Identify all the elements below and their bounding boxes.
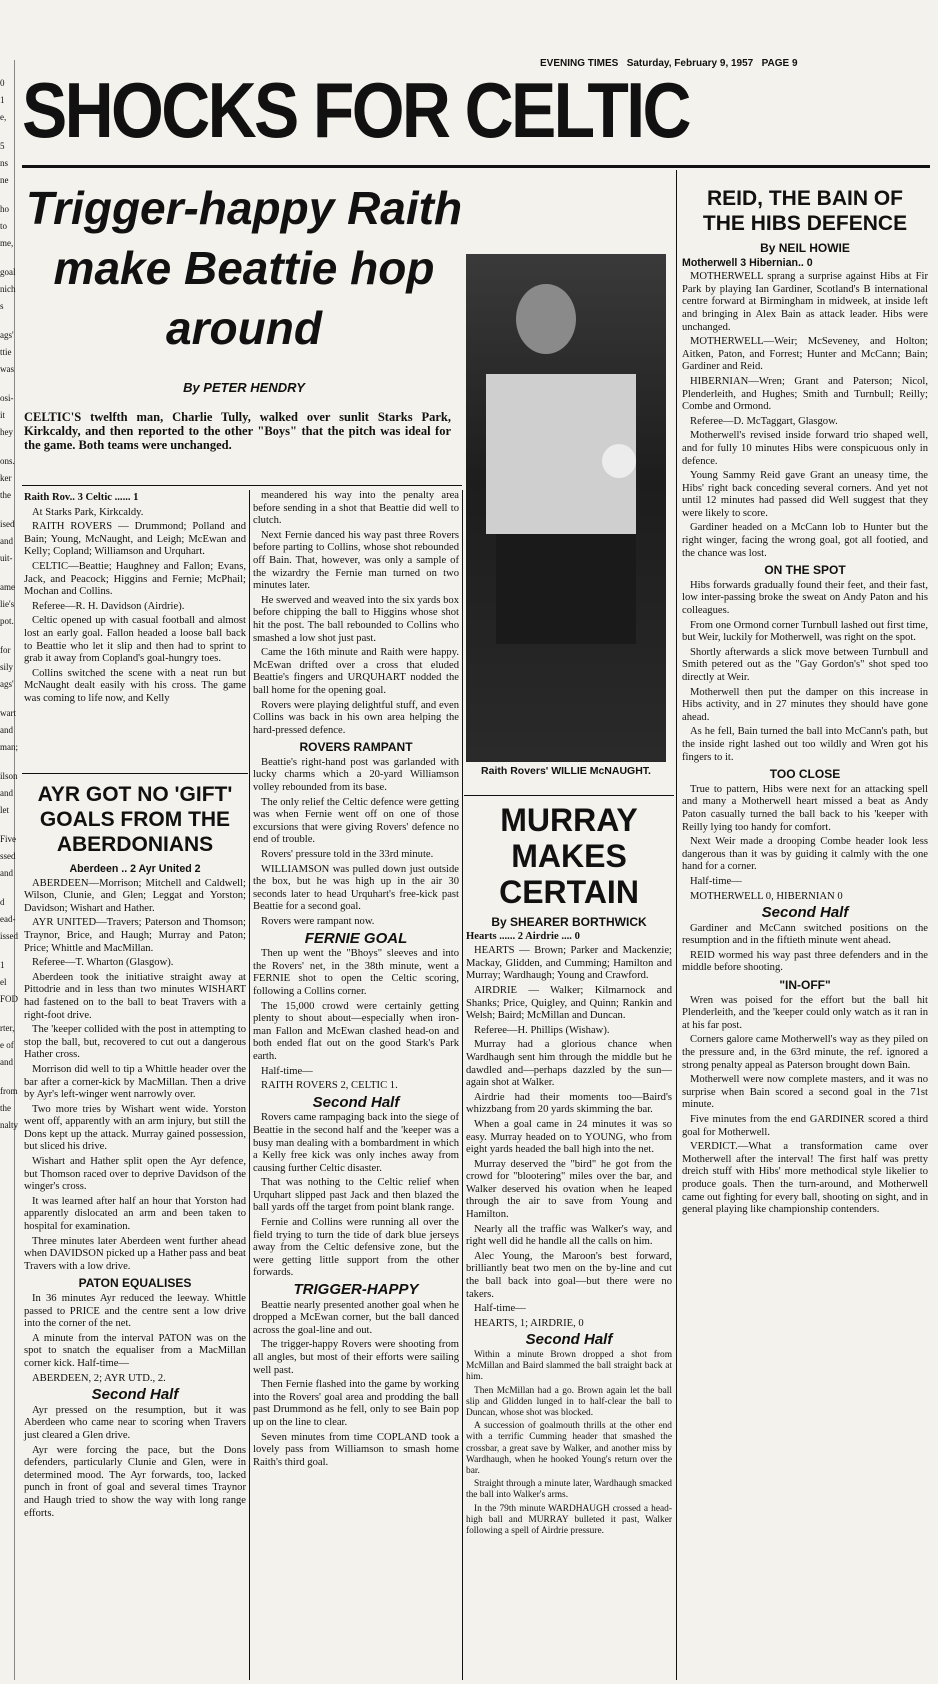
strip-fragment: d [0, 897, 5, 907]
strip-fragment: ised [0, 519, 15, 529]
strip-fragment: ons. [0, 456, 15, 466]
paragraph: Fernie and Collins were running all over the field trying to turn the tide of dark blue jerseys away from the Celtic defensive zone, but the were getting little support from the other forwards. [253, 1217, 459, 1279]
reid-sub-second: Second Half [761, 904, 849, 922]
paragraph: AYR UNITED—Travers; Paterson and Thomson; Traynor, Brice, and Haugh; Murray and Paton; Price; Whittle and MacMillan. [24, 917, 246, 954]
murray-rule [464, 795, 674, 796]
paragraph: Morrison did well to tip a Whittle header over the bar after a corner-kick by MacMillan. Then a drive by Ayr's left-winger went narrowly over. [24, 1063, 246, 1101]
paragraph: Motherwell were now complete masters, and it was no surprise when Bain scored a second goal in the 71st minute. [682, 1074, 928, 1111]
murray-sub-second: Second Half [525, 1331, 613, 1349]
strip-fragment: sily [0, 662, 14, 672]
paragraph: Young Sammy Reid gave Grant an uneasy time, the Hibs' right back conceding several corners. And yet not until 12 minutes had passed did Well suggest that they were likely to score. [682, 470, 928, 519]
paragraph: Corners galore came Motherwell's way as they piled on the pressure and, in the 63rd minute, the ref. ignored a strong penalty appeal as Paterson brought down Bain. [682, 1034, 928, 1071]
paragraph: HEARTS — Brown; Parker and Mackenzie; Mackay, Glidden, and Cumming; Hamilton and Murray; Wardhaugh; Young and Crawford. [466, 945, 672, 982]
strip-fragment: ho [0, 204, 9, 214]
paragraph: Then Fernie flashed into the game by working into the Rovers' goal area and prodding the ball past Drummond as he fell, only to see Bain pop up on the line to clear. [253, 1379, 459, 1428]
strip-fragment: ame [0, 582, 15, 592]
strip-fragment: nich [0, 284, 16, 294]
paragraph: Airdrie had their moments too—Baird's whizzbang from 20 yards skimming the bar. [466, 1091, 672, 1116]
reid-close-body [682, 784, 928, 903]
photo-ball [602, 444, 636, 478]
paragraph: Beattie nearly presented another goal when he dropped a McEwan corner, but the ball danced across the goal-line and out. [253, 1299, 459, 1336]
paragraph: RAITH ROVERS — Drummond; Polland and Bain; Young, McNaught, and Leigh; McEwan and Kelly; Copland; Williamson and Urquhart. [24, 521, 246, 558]
strip-fragment: and [0, 1057, 13, 1067]
paragraph: Three minutes later Aberdeen went further ahead when DAVIDSON picked up a Hather pass and beat Travers with a low drive. [24, 1235, 246, 1272]
strip-fragment: and [0, 788, 13, 798]
paragraph: REID wormed his way past three defenders and in the middle before shooting. [682, 949, 928, 974]
paragraph: Hibs forwards gradually found their feet, and their fast, low inter-passing broke the sweat on Andy Paton and his colleagues. [682, 579, 928, 617]
reid-headline: REID, THE BAIN OF THE HIBS DEFENCE [702, 187, 908, 235]
ayr-article [24, 778, 246, 1678]
column-rule-mid [462, 490, 463, 1680]
photo-shorts [496, 534, 636, 644]
strip-fragment: hey [0, 427, 13, 437]
strip-fragment: e of [0, 1040, 14, 1050]
paragraph: Referee—T. Wharton (Glasgow). [32, 957, 174, 969]
strip-fragment: and [0, 725, 13, 735]
paragraph: From one Ormond corner Turnbull lashed out first time, but Weir, luckily for Motherwell, was right on the spot. [682, 619, 928, 644]
strip-fragment: from [0, 1086, 18, 1096]
strip-fragment: el [0, 977, 7, 987]
paragraph: Motherwell's revised inside forward trio shaped well, and for fully 10 minutes Hibs were conspicuous only in defence. [682, 430, 928, 467]
paragraph: Next Weir made a drooping Combe header look less dangerous than it was by guiding it calmly with the one hand for a corner. [682, 836, 928, 873]
reid-sub-spot: ON THE SPOT [764, 563, 846, 578]
paragraph: Gardiner and McCann switched positions on the resumption and in the fiftieth minute went ahead. [682, 922, 928, 947]
strip-fragment: for [0, 645, 11, 655]
strip-fragment: wart [0, 708, 16, 718]
paragraph: RAITH ROVERS 2, CELTIC 1. [261, 1080, 398, 1092]
paragraph: Nearly all the traffic was Walker's way, and right well did he handle all the calls on him. [466, 1223, 672, 1248]
paragraph: Wishart and Hather split open the Ayr defence, but Thomson raced over to deprive Davidson of the winger's cross. [24, 1156, 246, 1193]
paragraph: When a goal came in 24 minutes it was so easy. Murray headed on to YOUNG, who from eight yards headed the ball high into the net. [466, 1118, 672, 1156]
strip-fragment: it [0, 410, 6, 420]
column-rule-left [249, 490, 250, 1680]
strip-fragment: man; [0, 742, 18, 752]
strip-fragment: was [0, 364, 14, 374]
reid-body [682, 271, 928, 560]
strip-fragment: nalty [0, 1120, 18, 1130]
paragraph: VERDICT.—What a transformation came over Motherwell after the interval! The first half was pretty dreich stuff with Hibs' more methodical style likelier to produce goals. Then the turn-around, and Motherwell came out fighting for every ball, shooting on sight, and in general playing like championship contenders. [682, 1141, 928, 1216]
paragraph: In 36 minutes Ayr reduced the leeway. Whittle passed to PRICE and the centre sent a low drive into the corner of the net. [24, 1293, 246, 1330]
paragraph: Half-time— [261, 1065, 313, 1077]
raith-score: Raith Rov.. 3 Celtic ...... 1 [24, 492, 139, 503]
previous-page-strip [0, 60, 19, 1680]
strip-fragment: ns [0, 158, 9, 168]
paragraph: That was nothing to the Celtic relief when Urquhart slipped past Jack and then blazed the ball yards off the target from point blank range. [253, 1177, 459, 1214]
strip-fragment: ilson [0, 771, 18, 781]
strip-fragment: uit- [0, 553, 13, 563]
paragraph: Then McMillan had a go. Brown again let the ball slip and Glidden lunged in to half-clear the ball to Duncan, whose shot was blocked. [466, 1385, 672, 1419]
paragraph: Came the 16th minute and Raith were happy. McEwan drifted over a cross that eluded Beattie's fingers and URQUHART nodded the ball home for the opening goal. [253, 647, 459, 696]
paragraph: Murray deserved the "bird" he got from the crowd for "blootering" miles over the bar, and Walker deserved his ovation when he leaped through the air to save from Young and Hamilton. [466, 1158, 672, 1221]
paragraph: HIBERNIAN—Wren; Grant and Paterson; Nicol, Plenderleith, and Hughes; Smith and Turnbull; Reilly; Combe and Ormond. [682, 375, 928, 413]
strip-fragment: and [0, 868, 13, 878]
raith-byline: By PETER HENDRY [183, 380, 305, 395]
banner-headline: SHOCKS FOR CELTIC [22, 66, 689, 154]
paragraph: Ayr pressed on the resumption, but it was Aberdeen who came near to scoring when Travers just cleared a Glen drive. [24, 1404, 246, 1441]
paragraph: CELTIC—Beattie; Haughney and Fallon; Evans, Jack, and Peacock; Higgins and Fernie; McPhail; Mochan and Collins. [24, 560, 246, 598]
ayr-sub-second: Second Half [91, 1386, 179, 1404]
raith-sub-trigger: TRIGGER-HAPPY [293, 1281, 419, 1299]
strip-fragment: 5 [0, 141, 5, 151]
strip-fragment: goal [0, 267, 16, 277]
strip-fragment: ags' [0, 679, 14, 689]
reid-sub-inoff: "IN-OFF" [779, 978, 831, 993]
murray-second-body [466, 1350, 672, 1537]
raith-sub-rampant: ROVERS RAMPANT [299, 740, 413, 755]
reid-second-body [682, 923, 928, 975]
ayr-body [24, 878, 246, 1274]
murray-headline: MURRAY MAKES CERTAIN [499, 802, 639, 910]
strip-fragment: FOD [0, 994, 19, 1004]
paragraph: Seven minutes from time COPLAND took a lovely pass from Williamson to smash home Raith's third goal. [253, 1431, 459, 1468]
paragraph: The 'keeper collided with the post in attempting to stop the ball, but, recovered to cut out a dangerous Hather cross. [24, 1024, 246, 1061]
strip-fragment: pot. [0, 616, 14, 626]
strip-fragment: ker [0, 473, 12, 483]
paragraph: At Starks Park, Kirkcaldy. [32, 506, 144, 518]
raith-second-body [253, 1112, 459, 1280]
murray-byline: By SHEARER BORTHWICK [491, 915, 647, 929]
paragraph: Rovers' pressure told in the 33rd minute. [261, 849, 434, 861]
paragraph: Beattie's right-hand post was garlanded with lucky charms which a 20-yard Williamson volley rebounded from its base. [253, 756, 459, 794]
paragraph: Straight through a minute later, Wardhaugh smacked the ball into Walker's arms. [466, 1479, 672, 1501]
strip-fragment: osi- [0, 393, 14, 403]
paragraph: Five minutes from the end GARDINER scored a third goal for Motherwell. [682, 1114, 928, 1138]
strip-fragment: the [0, 490, 11, 500]
paragraph: The trigger-happy Rovers were shooting from all angles, but most of their efforts were sailing well past. [253, 1339, 459, 1376]
paragraph: Referee—D. McTaggart, Glasgow. [690, 415, 838, 427]
paragraph: Half-time— [474, 1303, 526, 1315]
paragraph: Rovers were playing delightful stuff, and even Collins was back in his own area helping the hard-pressed defence. [253, 699, 459, 736]
strip-fragment: Five [0, 834, 17, 844]
lead-rule [22, 485, 462, 486]
strip-fragment: 0 [0, 78, 5, 88]
paragraph: The only relief the Celtic defence were getting was when Fernie went off on one of those excursions that were giving Rovers' defence no end of trouble. [253, 796, 459, 846]
reid-sub-close: TOO CLOSE [769, 767, 841, 782]
paragraph: MOTHERWELL 0, HIBERNIAN 0 [690, 890, 843, 902]
paragraph: In the 79th minute WARDHAUGH crossed a head-high ball and MURRAY bulleted it past, Walker following a spell of Airdrie pressure. [466, 1503, 672, 1537]
reid-score: Motherwell 3 Hibernian.. 0 [682, 256, 813, 269]
ayr-score: Aberdeen .. 2 Ayr United 2 [69, 863, 201, 875]
strip-fragment: rter, [0, 1023, 15, 1033]
paragraph: Wren was poised for the effort but the ball hit Plenderleith, and the 'keeper could only watch as it ran in at his far post. [682, 994, 928, 1031]
paragraph: ABERDEEN—Morrison; Mitchell and Caldwell; Wilson, Clunie, and Glen; Leggat and Yorston; Davidson; Wishart and Hather. [24, 877, 246, 914]
paragraph: Alec Young, the Maroon's best forward, brilliantly beat two men on the by-line and cut the ball back into goal—but there were no takers. [466, 1250, 672, 1300]
paragraph: HEARTS, 1; AIRDRIE, 0 [474, 1317, 584, 1329]
strip-fragment: me, [0, 238, 14, 248]
paragraph: Gardiner headed on a McCann lob to Hunter but the right winger, facing the wrong goal, got all footied, and the chance was lost. [682, 522, 928, 559]
reid-article [682, 176, 928, 1680]
paragraph: Within a minute Brown dropped a shot from McMillan and Baird slammed the ball straight back at him. [466, 1350, 672, 1383]
ayr-second-body [24, 1405, 246, 1520]
ayr-headline: AYR GOT NO 'GIFT' GOALS FROM THE ABERDONIANS [37, 783, 233, 856]
raith-fernie-body [253, 948, 459, 1093]
page-number: PAGE 9 [761, 58, 798, 69]
strip-fragment: ead- [0, 914, 16, 924]
strip-fragment: ssed [0, 851, 16, 861]
paragraph: Ayr were forcing the pace, but the Dons defenders, particularly Clunie and Glen, were in determined mood. The Ayr forwards, too, lacked punch in front of goal and several times Traynor and Haugh tried to show the way with long range efforts. [24, 1444, 246, 1519]
column-rule-right [676, 170, 677, 1680]
strip-fragment: lie's [0, 599, 15, 609]
strip-fragment: let [0, 805, 9, 815]
strip-fragment: to [0, 221, 8, 231]
paragraph: Referee—R. H. Davidson (Airdrie). [32, 600, 185, 612]
strip-fragment: s [0, 301, 4, 311]
raith-rampant-body [253, 757, 459, 929]
paragraph: Shortly afterwards a slick move between Turnbull and Smith petered out as the "Gay Gordon's" shot sped too directly at Weir. [682, 646, 928, 683]
photo-caption: Raith Rovers' WILLIE McNAUGHT. [481, 765, 651, 777]
paragraph: True to pattern, Hibs were next for an attacking spell and many a Motherwell heart missed a beat as Andy Paton casually turned the ball back to his 'keeper with Reilly lying too handy for comfort. [682, 783, 928, 833]
paragraph: Next Fernie danced his way past three Rovers before parting to Collins, whose shot rebounded off Bain. That, however, was only a sample of the wizardry the Fernie man turned on two minutes later. [253, 529, 459, 592]
raith-sub-second: Second Half [312, 1093, 400, 1111]
paragraph: MOTHERWELL sprang a surprise against Hibs at Fir Park by playing Ian Gardiner, Scotland's B international centre forward at Birmingham in midweek, at inside left and bringing in Alex Bain as attack leader. Hibs were unchanged. [682, 271, 928, 333]
paragraph: Celtic opened up with casual football and almost lost an early goal. Fallon headed a loose ball back to Beattie who let it slip and then had to sprint to grab it away from Copland's goal-hungry toes. [24, 615, 246, 665]
paragraph: ABERDEEN, 2; AYR UTD., 2. [32, 1372, 166, 1384]
reid-spot-body [682, 580, 928, 764]
paragraph: Then up went the "Bhoys" sleeves and into the Rovers' net, in the 38th minute, went a FERNIE shot to open the Celtic scoring, following a Collins corner. [253, 948, 459, 997]
paragraph: Rovers came rampaging back into the siege of Beattie in the second half and the 'keeper was a busy man dealing with a bombardment in which a Kelly free kick was only inches away from causing further Celtic disaster. [253, 1112, 459, 1174]
strip-fragment: e, [0, 112, 7, 122]
paragraph: It was learned after half an hour that Yorston had apparently dislocated an arm and been taken to hospital for examination. [24, 1195, 246, 1233]
paragraph: Motherwell then put the damper on this increase in Hibs activity, and in 27 minutes they should have gone ahead. [682, 686, 928, 723]
photo-face [516, 284, 576, 354]
paragraph: The 15,000 crowd were certainly getting plenty to shout about—especially when iron-man Fallon and McEwan clashed head-on and both ended flat out on the good Stark's Park earth. [253, 1000, 459, 1062]
raith-byline-wrap [24, 378, 464, 397]
player-photo [466, 254, 666, 762]
raith-lead: CELTIC'S twelfth man, Charlie Tully, walked over sunlit Starks Park, Kirkcaldy, and then reported to the other "Boys" that the pitch was ideal for the game. Both teams were unchanged. [24, 410, 451, 452]
reid-byline: By NEIL HOWIE [760, 241, 850, 255]
paragraph: As he fell, Bain turned the ball into McCann's path, but the inside right lashed out too wildly and Wren got his fingers to it. [682, 726, 928, 763]
raith-col1-body [24, 507, 246, 706]
strip-fragment: ttie [0, 347, 12, 357]
paragraph: meandered his way into the penalty area before sending in a shot that Beattie did well to clutch. [253, 490, 459, 527]
raith-trigger-body [253, 1300, 459, 1470]
paragraph: AIRDRIE — Walker; Kilmarnock and Shanks; Price, Quigley, and Quinn; Rankin and Welsh; Baird; McMillan and Duncan. [466, 984, 672, 1022]
murray-article [466, 800, 672, 1680]
paragraph: Collins switched the scene with a neat run but McNaught dealt easily with his cross. The game was coming to life now, and Kelly [24, 667, 246, 704]
paragraph: He swerved and weaved into the six yards box before chipping the ball to Higgins whose shot hit the post. The ball rebounded to Collins who smashed a low shot just past. [253, 594, 459, 644]
strip-fragment: 1 [0, 95, 5, 105]
strip-fragment: and [0, 536, 13, 546]
paragraph: Two more tries by Wishart went wide. Yorston went off, apparently with an arm injury, but still the Dons kept up the attack. Murray gained possession, but sliced his drive. [24, 1103, 246, 1153]
strip-fragment: ags' [0, 330, 14, 340]
strip-fragment: the [0, 1103, 11, 1113]
banner-rule [22, 165, 930, 168]
ayr-paton-body [24, 1293, 246, 1385]
ayr-sub-paton: PATON EQUALISES [78, 1276, 192, 1291]
reid-inoff-body [682, 995, 928, 1217]
murray-score: Hearts ...... 2 Airdrie .... 0 [466, 930, 580, 942]
issue-date: Saturday, February 9, 1957 [626, 58, 754, 69]
raith-sub-fernie: FERNIE GOAL [304, 929, 408, 947]
paragraph: Rovers were rampant now. [261, 916, 375, 927]
raith-col2-body [253, 490, 459, 737]
paragraph: Half-time— [690, 875, 742, 887]
paragraph: Aberdeen took the initiative straight away at Pittodrie and in less than two minutes WISHART had fastened on to the ball to beat Travers with a right-foot drive. [24, 971, 246, 1021]
strip-fragment: 1 [0, 960, 5, 970]
raith-column-1 [24, 490, 246, 772]
ayr-rule [22, 773, 248, 774]
raith-headline: Trigger-happy Raith make Beattie hop around [25, 182, 463, 354]
paragraph: A minute from the interval PATON was on the spot to snatch the equaliser from a MacMillan corner kick. Half-time— [24, 1332, 246, 1369]
paper-name: EVENING TIMES [540, 58, 619, 69]
raith-column-2 [253, 490, 459, 1680]
paragraph: WILLIAMSON was pulled down just outside the box, but he was high up in the air 30 seconds later to head Urquhart's free-kick past Beattie for a second goal. [253, 863, 459, 913]
murray-body [466, 945, 672, 1330]
paragraph: Murray had a glorious chance when Wardhaugh sent him through the middle but he dawdled and—perhaps dazzled by the sun—again shot at Walker. [466, 1039, 672, 1089]
paragraph: MOTHERWELL—Weir; McSeveney, and Holton; Aitken, Paton, and Forrest; Hunter and McCann; Bain; Gardiner and Reid. [682, 336, 928, 373]
strip-fragment: ne [0, 175, 9, 185]
strip-fragment: issed [0, 931, 18, 941]
paragraph: A succession of goalmouth thrills at the other end with a terrific Cumming header that smashed the crossbar, a great save by Walker, and another miss by Wardhaugh, when he hooked Young's return over the bar. [466, 1421, 672, 1477]
paragraph: Referee—H. Phillips (Wishaw). [474, 1024, 610, 1036]
